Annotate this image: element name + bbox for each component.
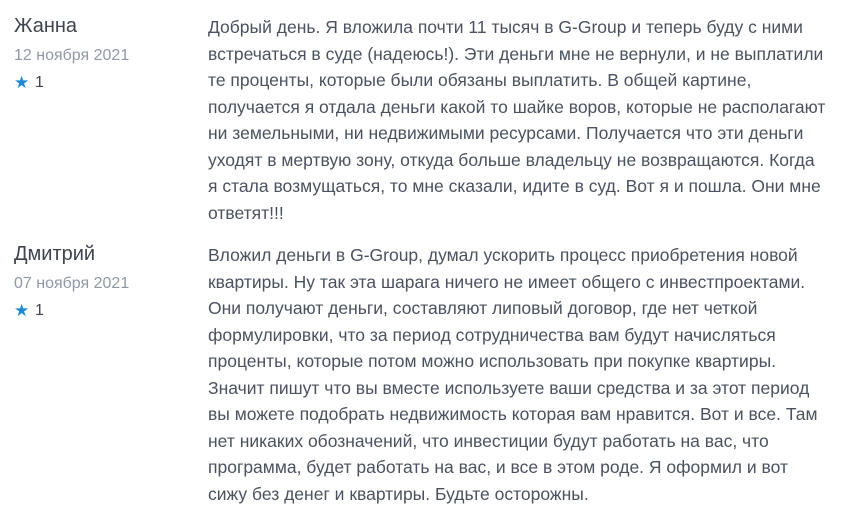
star-icon: ★ [14,300,30,320]
review-meta [0,242,208,319]
review-rating [14,74,208,91]
star-icon: ★ [14,72,30,92]
review-text: Добрый день. Я вложила почти 11 тысяч в G-Group и теперь буду с ними встречаться в суде (надеюсь!). Эти деньги мне не вернули, и не выплатили те проценты, которые были обязаны выплатить. В общей картине, получается я отдала деньги какой то шайке воров, которые не располагают ни земельными, ни недвижимыми ресурсами. Получается что эти деньги уходят в мертвую зону, откуда больше владельцу не возвращаются. Когда я стала возмущаться, то мне сказали, идите в суд. Вот я и пошла. Они мне ответят!!! [208,17,826,223]
review-author: Жанна [14,15,78,37]
review-meta [0,14,208,91]
review-text: Вложил деньги в G-Group, думал ускорить процесс приобретения новой квартиры. Ну так эта шарага ничего не имеет общего с инвестпроектами. Они получают деньги, составляют липовый договор, где нет четкой формулировки, что за период сотрудничества вам будут начисляться проценты, которые потом можно использовать при покупке квартиры. Значит пишут что вы вместе используете ваши средства и за этот период вы можете подобрать недвижимость которая вам нравится. Вот и все. Там нет никаких обозначений, что инвестиции будут работать на вас, что программа, будет работать на вас, и все в этом роде. Я оформил и вот сижу без денег и квартиры. Будьте осторожны. [208,245,818,504]
review-date: 07 ноября 2021 [14,275,130,292]
review-author: Дмитрий [14,243,96,265]
review-date: 12 ноября 2021 [14,47,130,64]
review-item [0,0,846,226]
rating-value: 1 [35,302,44,319]
review-rating [14,302,208,319]
review-body [208,14,846,226]
rating-value: 1 [35,74,44,91]
review-item [0,226,846,507]
review-body [208,242,846,507]
